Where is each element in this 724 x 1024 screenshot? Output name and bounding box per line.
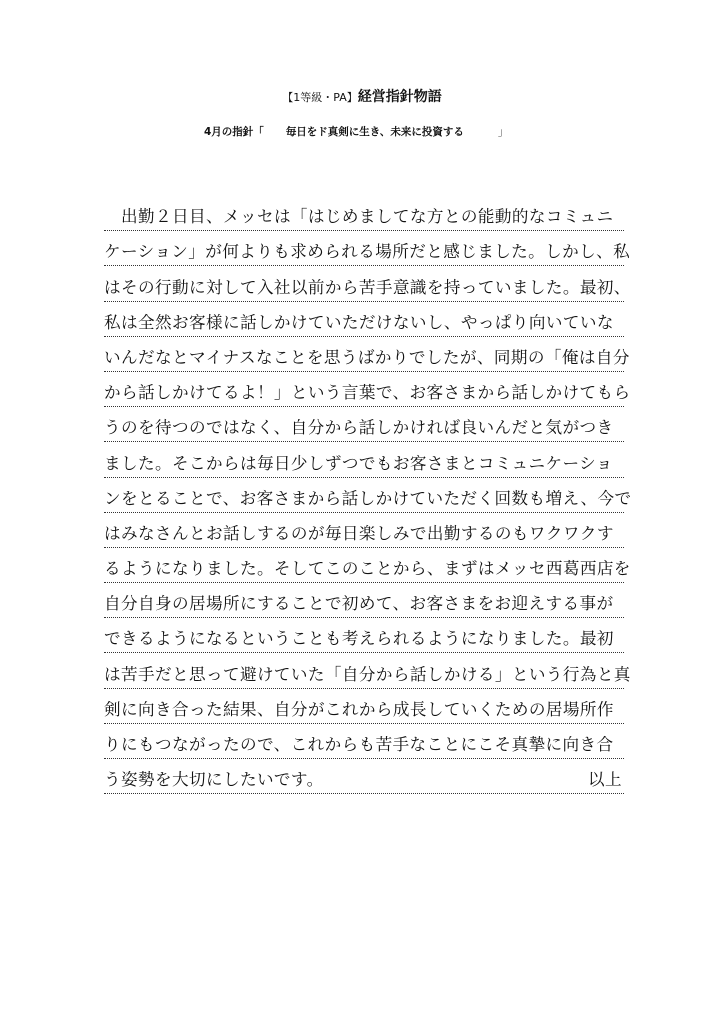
essay-line: から話しかけてるよ！」という言葉で、お客さまから話しかけてもら — [104, 372, 624, 407]
monthly-policy — [204, 124, 508, 139]
page-title — [0, 86, 724, 106]
essay-line: できるようになるということも考えられるようになりました。最初 — [104, 618, 624, 653]
essay-line: ンをとることで、お客さまから話しかけていただく回数も増え、今で — [104, 478, 624, 513]
essay-line: 剣に向き合った結果、自分がこれから成長していくための居場所作 — [104, 689, 624, 724]
close-bracket: 」 — [497, 126, 509, 138]
essay-line: 自分自身の居場所にすることで初めて、お客さまをお迎えする事が — [104, 583, 624, 618]
essay-body — [104, 196, 632, 794]
essay-line: ケーション」が何よりも求められる場所だと感じました。しかし、私 — [104, 231, 624, 266]
essay-line: ました。そこからは毎日少しずつでもお客さまとコミュニケーショ — [104, 442, 624, 477]
essay-line: りにもつながったので、これからも苦手なことにこそ真摯に向き合 — [104, 724, 624, 759]
essay-line: はその行動に対して入社以前から苦手意識を持っていました。最初、 — [104, 266, 624, 301]
essay-line: はみなさんとお話しするのが毎日楽しみで出勤するのもワクワクす — [104, 513, 624, 548]
essay-line: う姿勢を大切にしたいです。 以上 — [104, 759, 624, 794]
essay-line: るようになりました。そしてこのことから、まずはメッセ西葛西店を — [104, 548, 624, 583]
document-title: 経営指針物語 — [357, 89, 442, 105]
essay-line: いんだなとマイナスなことを思うばかりでしたが、同期の「俺は自分 — [104, 337, 624, 372]
essay-line: は苦手だと思って避けていた「自分から話しかける」という行為と真 — [104, 653, 624, 688]
essay-line: 出勤２日目、メッセは「はじめましてな方との能動的なコミュニ — [104, 196, 624, 231]
grade-label: 【1等級・PA】 — [282, 91, 358, 104]
month-label: 4月の指針「 — [204, 126, 264, 138]
essay-line: うのを待つのではなく、自分から話しかければ良いんだと気がつき — [104, 407, 624, 442]
closing-mark: 以上 — [588, 770, 622, 790]
policy-text: 毎日をド真剣に生き、未来に投資する — [285, 126, 464, 138]
essay-line: 私は全然お客様に話しかけていただけないし、やっぱり向いていな — [104, 302, 624, 337]
